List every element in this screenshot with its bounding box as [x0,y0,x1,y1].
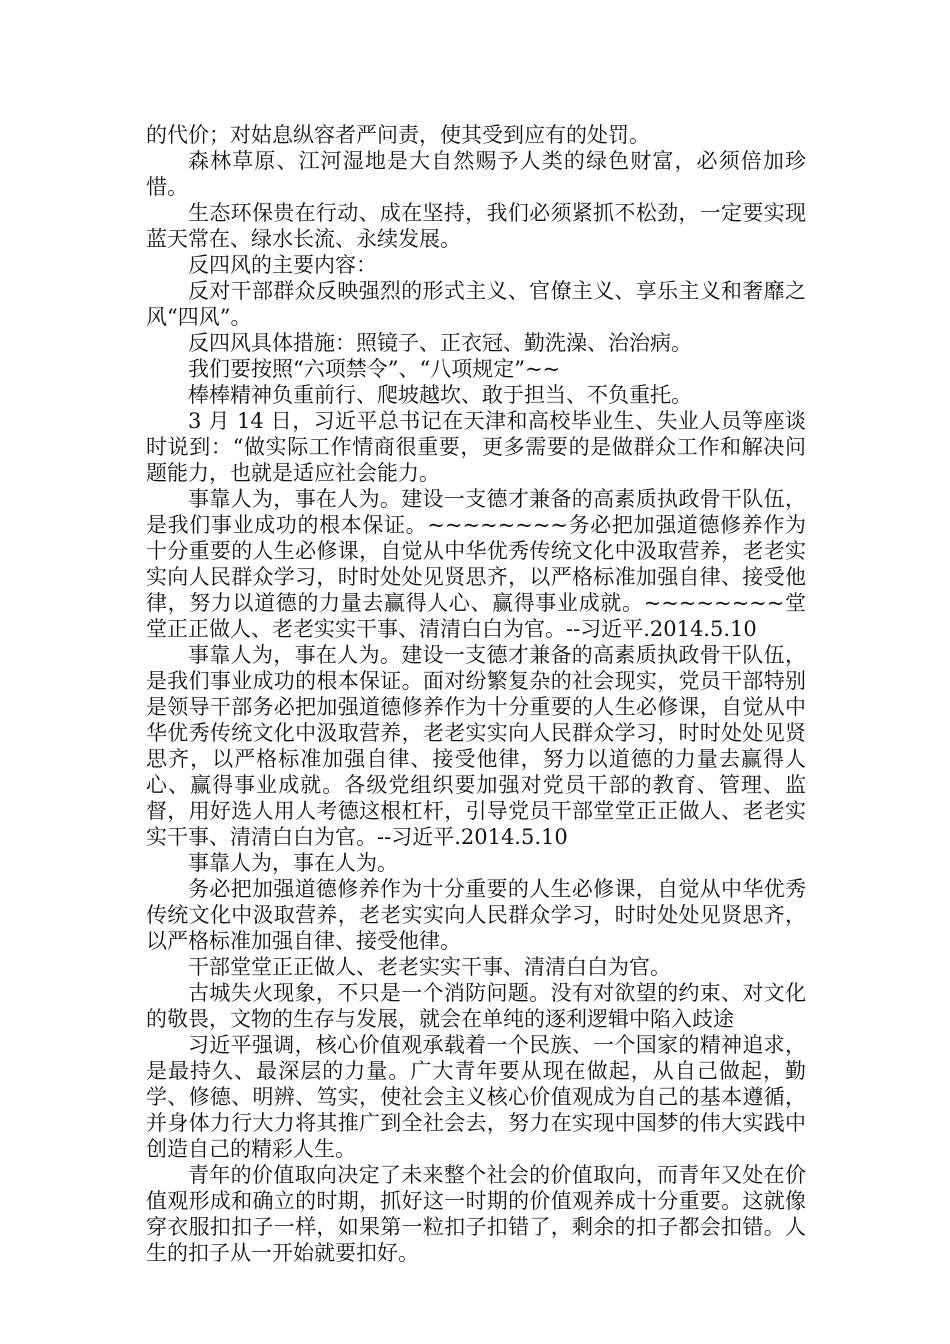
paragraph-upright-cadres: 干部堂堂正正做人、老老实实干事、清清白白为官。 [188,955,671,979]
paragraph-four-styles-measures: 反四风具体措施：照镜子、正衣冠、勤洗澡、治治病。 [188,331,692,355]
paragraph-moral-cultivation-full: 事靠人为，事在人为。建设一支德才兼备的高素质执政骨干队伍，是我们事业成功的根本保证。面对纷繁复杂的社会现实，党员干部特别是领导干部务必把加强道德修养作为十分重要的人生必修课，自觉从中华优秀传统文化中汲取营养，老老实实向人民群众学习，时时处处见贤思齐，以严格标准加强自律、接受他律，努力以道德的力量去赢得人心、赢得事业成就。各级党组织要加强对党员干部的教育、管理、监督，用好选人用人考德这根杠杆，引导党员干部堂堂正正做人、老老实实干事、清清白白为官。--习近平.2014.5.10 [146,643,806,849]
paragraph-bangbang-spirit: 棒棒精神负重前行、爬坡越坎、敢于担当、不负重托。 [188,383,692,407]
paragraph-youth-values: 青年的价值取向决定了未来整个社会的价值取向，而青年又处在价值观形成和确立的时期，抓好这一时期的价值观养成十分重要。这就像穿衣服扣扣子一样，如果第一粒扣子扣错了，剩余的扣子都会扣错。人生的扣子从一开始就要扣好。 [146,1163,806,1265]
paragraph-forest-wetland: 森林草原、江河湿地是大自然赐予人类的绿色财富，必须倍加珍惜。 [146,149,806,199]
paragraph-ancient-city-fire: 古城失火现象，不只是一个消防问题。没有对欲望的约束、对文化的敬畏，文物的生存与发展，就会在单纯的逐利逻辑中陷入歧途 [146,981,806,1031]
paragraph-things-depend-on-people: 事靠人为，事在人为。 [188,851,398,875]
paragraph-moral-cultivation-short: 事靠人为，事在人为。建设一支德才兼备的高素质执政骨干队伍，是我们事业成功的根本保证。~~~~~~~~务必把加强道德修养作为十分重要的人生必修课，自觉从中华优秀传统文化中汲取营养，老老实实向人民群众学习，时时处处见贤思齐，以严格标准加强自律、接受他律，努力以道德的力量去赢得人心、赢得事业成就。~~~~~~~~堂堂正正做人、老老实实干事、清清白白为官。--习近平.2014.5.10 [146,487,806,641]
paragraph-four-styles-heading: 反四风的主要内容： [188,253,377,277]
paragraph-eco-protection: 生态环保贵在行动、成在坚持，我们必须紧抓不松劲，一定要实现蓝天常在、绿水长流、永续发展。 [146,201,806,251]
paragraph-four-styles-content: 反对干部群众反映强烈的形式主义、官僚主义、享乐主义和奢靡之风“四风”。 [146,279,806,329]
paragraph-required-course: 务必把加强道德修养作为十分重要的人生必修课，自觉从中华优秀传统文化中汲取营养，老老实实向人民群众学习，时时处处见贤思齐，以严格标准加强自律、接受他律。 [146,877,806,953]
paragraph-core-values: 习近平强调，核心价值观承载着一个民族、一个国家的精神追求，是最持久、最深层的力量。广大青年要从现在做起，从自己做起，勤学、修德、明辨、笃实，使社会主义核心价值观成为自己的基本遵循，并身体力行大力将其推广到全社会去，努力在实现中国梦的伟大实践中创造自己的精彩人生。 [146,1033,806,1161]
paragraph-penalty: 的代价；对姑息纵容者严问责，使其受到应有的处罚。 [146,123,650,147]
paragraph-march-14: 3 月 14 日，习近平总书记在天津和高校毕业生、失业人员等座谈时说到：“做实际工作情商很重要，更多需要的是做群众工作和解决问题能力，也就是适应社会能力。 [146,409,806,485]
paragraph-six-bans: 我们要按照“六项禁令”、“八项规定”~~ [188,357,561,381]
document-page [146,122,806,1266]
